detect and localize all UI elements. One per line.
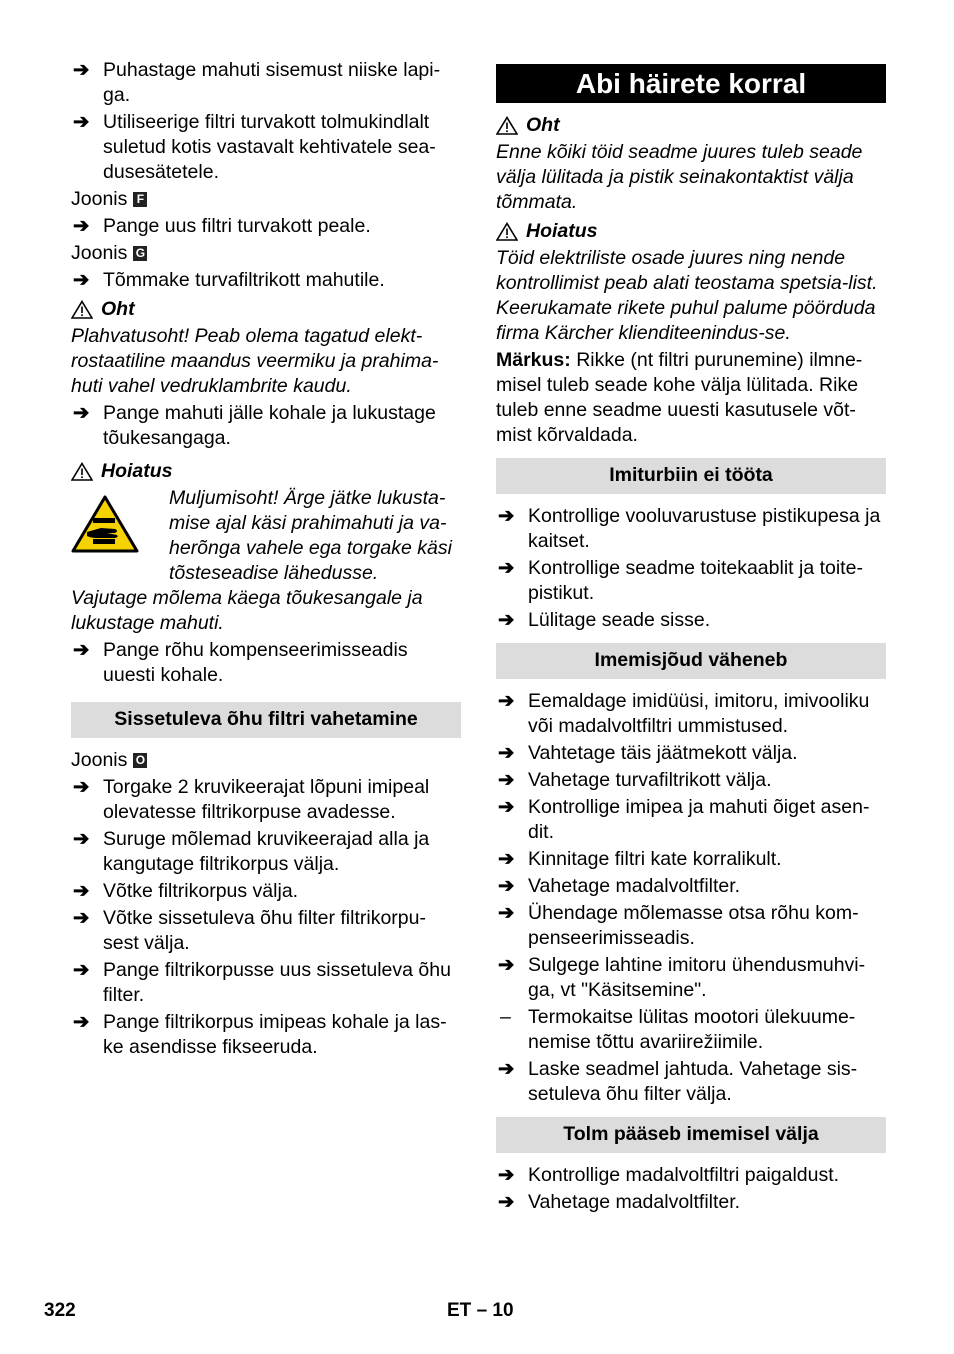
- section-heading: Tolm pääseb imemisel välja: [496, 1117, 886, 1153]
- danger-text: Plahvatusoht! Peab olema tagatud elekt-rostaatiline maandus veermiku ja prahima-huti vahel vedruklambrite kaudu.: [71, 325, 439, 397]
- arrow-icon: ➔: [498, 796, 515, 818]
- arrow-icon: ➔: [73, 880, 90, 902]
- arrow-icon: ➔: [498, 1191, 515, 1213]
- list-item: ➔ Suruge mõlemad kruvikeerajad alla ja kangutage filtrikorpus välja.: [73, 828, 430, 875]
- arrow-icon: ➔: [73, 907, 90, 929]
- list-item: ➔ Võtke sissetuleva õhu filter filtrikorpu-sest välja.: [73, 907, 426, 954]
- page-footer-label: ET – 10: [447, 1300, 514, 1321]
- figure-letter: O: [133, 753, 147, 768]
- chapter-title: Abi häirete korral: [496, 64, 886, 103]
- arrow-icon: ➔: [73, 111, 90, 133]
- note-label: Märkus:: [496, 349, 571, 371]
- list-item: ➔ Pange filtrikorpus imipeas kohale ja las-ke asendisse fikseeruda.: [73, 1011, 447, 1058]
- arrow-icon: ➔: [498, 505, 515, 527]
- arrow-icon: ➔: [498, 1058, 515, 1080]
- warning-triangle-icon: [71, 462, 93, 481]
- list-item: ➔ Pange filtrikorpusse uus sissetuleva õhu filter.: [73, 959, 451, 1006]
- arrow-icon: ➔: [73, 828, 90, 850]
- list-item: ➔ Puhastage mahuti sisemust niiske lapi-ga.: [73, 59, 441, 106]
- arrow-icon: ➔: [73, 59, 90, 81]
- list-item: ➔ Vahetage turvafiltrikott välja.: [498, 769, 772, 791]
- arrow-icon: ➔: [73, 1011, 90, 1033]
- warning-text: Vajutage mõlema käega tõukesangale ja lukustage mahuti.: [71, 587, 423, 634]
- arrow-icon: ➔: [73, 776, 90, 798]
- figure-ref: Joonis O: [71, 748, 461, 773]
- arrow-icon: ➔: [498, 690, 515, 712]
- hazard-block: Muljumisoht! Ärge jätke lukusta-mise ajal käsi prahimahuti ja va-herõnga vahele ega torgake käsi tõsteseadise lähedusse.: [71, 486, 461, 586]
- arrow-icon: ➔: [498, 609, 515, 631]
- warning-triangle-icon: [71, 300, 93, 319]
- arrow-icon: ➔: [73, 215, 90, 237]
- arrow-icon: ➔: [498, 769, 515, 791]
- list-item: ➔ Vahtetage täis jäätmekott välja.: [498, 742, 798, 764]
- page-number: 322: [44, 1300, 76, 1321]
- figure-letter: G: [133, 246, 147, 261]
- list-item: ➔ Kontrollige imipea ja mahuti õiget asen-dit.: [498, 796, 870, 843]
- warning-triangle-icon: [496, 116, 518, 135]
- list-item: ➔ Kontrollige seadme toitekaablit ja toite-pistikut.: [498, 557, 863, 604]
- arrow-icon: ➔: [73, 402, 90, 424]
- arrow-icon: ➔: [498, 954, 515, 976]
- list-item: ➔ Kontrollige vooluvarustuse pistikupesa ja kaitset.: [498, 505, 881, 552]
- danger-text: Enne kõiki töid seadme juures tuleb seade välja lülitada ja pistik seinakontaktist välja tõmmata.: [496, 141, 863, 213]
- note-paragraph: Märkus: Rikke (nt filtri purunemine) ilmne-misel tuleb seade kohe välja lülitada. Rike tuleb enne seadme uuesti kasutusele võt-mist kõrvaldada.: [496, 349, 863, 446]
- arrow-icon: ➔: [73, 639, 90, 661]
- list-item: ➔ Eemaldage imidüüsi, imitoru, imivooliku või madalvoltfiltri ummistused.: [498, 690, 870, 737]
- dash-icon: –: [500, 1006, 511, 1028]
- list-item: ➔ Võtke filtrikorpus välja.: [73, 880, 299, 902]
- section-heading: Sissetuleva õhu filtri vahetamine: [71, 702, 461, 738]
- warning-heading: Hoiatus: [71, 459, 461, 484]
- arrow-icon: ➔: [498, 875, 515, 897]
- list-item: ➔ Ühendage mõlemasse otsa rõhu kom-penseerimisseadis.: [498, 902, 859, 949]
- arrow-icon: ➔: [73, 269, 90, 291]
- list-item: ➔ Pange mahuti jälle kohale ja lukustage tõukesangaga.: [73, 402, 436, 449]
- list-item: – Termokaitse lülitas mootori ülekuume-nemise tõttu avariirežiimile.: [500, 1006, 856, 1053]
- arrow-icon: ➔: [498, 902, 515, 924]
- list-item: ➔ Lülitage seade sisse.: [498, 609, 711, 631]
- right-column: [496, 58, 886, 1217]
- warning-text: Töid elektriliste osade juures ning nende kontrollimist peab alati teostama spetsia-list. Keerukamate rikete puhul palume pöörduda firma Kärcher klienditeenindus-se.: [496, 247, 878, 344]
- figure-ref: Joonis F: [71, 187, 461, 212]
- list-item: ➔ Sulgege lahtine imitoru ühendusmuhvi-ga, vt "Käsitsemine".: [498, 954, 866, 1001]
- arrow-icon: ➔: [73, 959, 90, 981]
- left-column: [71, 58, 461, 1062]
- danger-heading: Oht: [71, 297, 461, 322]
- list-item: ➔ Kontrollige madalvoltfiltri paigaldust.: [498, 1164, 840, 1186]
- figure-letter: F: [133, 192, 147, 207]
- hand-crush-hazard-icon: [71, 486, 169, 561]
- warning-triangle-icon: [496, 222, 518, 241]
- list-item: ➔ Vahetage madalvoltfilter.: [498, 875, 741, 897]
- list-item: ➔ Kinnitage filtri kate korralikult.: [498, 848, 782, 870]
- arrow-icon: ➔: [498, 557, 515, 579]
- section-heading: Imiturbiin ei tööta: [496, 458, 886, 494]
- list-item: ➔ Tõmmake turvafiltrikott mahutile.: [73, 269, 385, 291]
- arrow-icon: ➔: [498, 742, 515, 764]
- list-item: ➔ Pange rõhu kompenseerimisseadis uuesti kohale.: [73, 639, 408, 686]
- figure-ref: Joonis G: [71, 241, 461, 266]
- arrow-icon: ➔: [498, 848, 515, 870]
- list-item: ➔ Vahetage madalvoltfilter.: [498, 1191, 741, 1213]
- arrow-icon: ➔: [498, 1164, 515, 1186]
- danger-heading: Oht: [496, 113, 886, 138]
- list-item: ➔ Torgake 2 kruvikeerajat lõpuni imipeal olevatesse filtrikorpuse avadesse.: [73, 776, 430, 823]
- warning-heading: Hoiatus: [496, 219, 886, 244]
- list-item: ➔ Utiliseerige filtri turvakott tolmukindlalt suletud kotis vastavalt kehtivatele sea-dusesätetele.: [73, 111, 436, 183]
- section-heading: Imemisjõud väheneb: [496, 643, 886, 679]
- list-item: ➔ Laske seadmel jahtuda. Vahetage sis-setuleva õhu filter välja.: [498, 1058, 858, 1105]
- list-item: ➔ Pange uus filtri turvakott peale.: [73, 215, 371, 237]
